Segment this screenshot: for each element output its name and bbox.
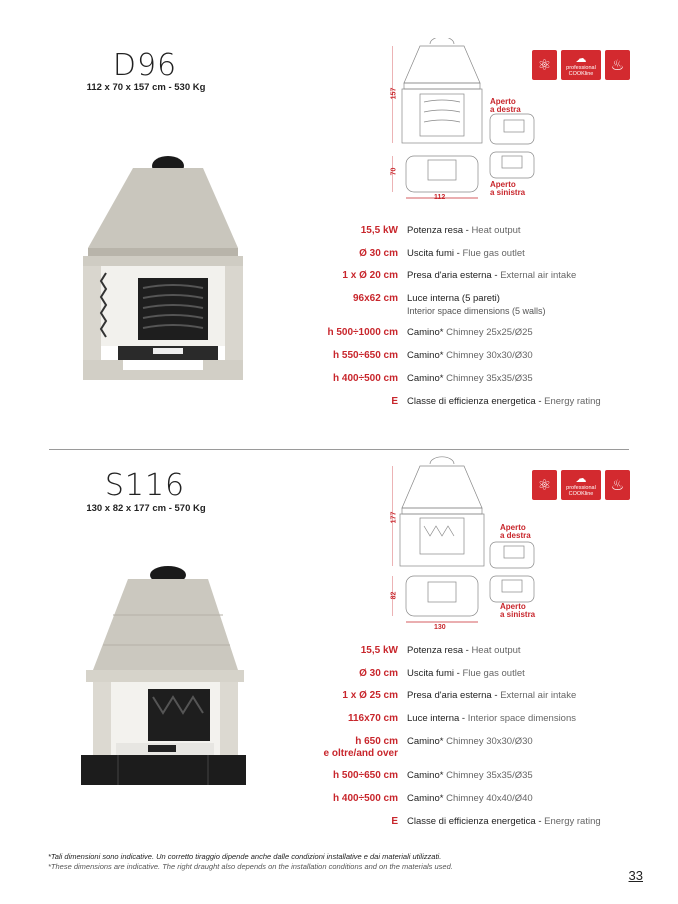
spec-row xyxy=(0,668,678,690)
model-title: S116 xyxy=(104,468,186,503)
spec-description: Potenza resa - Heat output xyxy=(407,645,521,656)
spec-description xyxy=(407,350,533,361)
spec-it: Camino* xyxy=(407,793,444,804)
open-right-drawing xyxy=(488,540,538,570)
spec-row xyxy=(0,770,678,792)
spec-row xyxy=(0,350,678,372)
spec-it: Camino* xyxy=(407,327,444,338)
spec-value: h 500÷1000 cm xyxy=(327,327,398,338)
spec-en: Chimney 40x40/Ø40 xyxy=(446,793,533,804)
heat-icon: ⚛ xyxy=(532,50,557,80)
spec-en: Flue gas outlet xyxy=(462,248,525,259)
spec-value: h 400÷500 cm xyxy=(333,793,398,804)
spec-it: Camino* xyxy=(407,770,444,781)
dimension-depth: 70 xyxy=(390,167,398,176)
spec-it: Classe di efficienza energetica xyxy=(407,396,536,407)
spec-row xyxy=(0,225,678,247)
spec-en: Chimney 35x35/Ø35 xyxy=(446,373,533,384)
cloud-icon: ☁ xyxy=(575,53,587,65)
open-right-label-2: a destra xyxy=(500,531,531,540)
section-divider xyxy=(49,449,629,450)
spec-it: Uscita fumi xyxy=(407,668,454,679)
open-right-label xyxy=(500,524,531,540)
footnote-en: *These dimensions are indicative. The right draught also depends on the installation conditions and on the materials used. xyxy=(48,862,453,871)
spec-value: h 400÷500 cm xyxy=(333,373,398,384)
dimension-height: 157 xyxy=(390,87,398,100)
spec-value: 15,5 kW xyxy=(360,645,398,656)
spec-value: 96x62 cm xyxy=(352,293,398,304)
spec-it: Potenza resa xyxy=(407,225,463,236)
heat-icon: ⚛ xyxy=(532,470,557,500)
spec-en: Interior space dimensions xyxy=(467,713,576,724)
spec-description xyxy=(407,373,533,384)
spec-value: Ø 30 cm xyxy=(359,668,398,679)
spec-en: Heat output xyxy=(471,645,521,656)
spec-description: Presa d'aria esterna - External air intake xyxy=(407,690,577,701)
spec-row xyxy=(0,270,678,292)
spec-value: 1 x Ø 20 cm xyxy=(342,270,398,281)
spec-row xyxy=(0,373,678,395)
spec-row xyxy=(0,690,678,712)
spec-description: Potenza resa - Heat output xyxy=(407,225,521,236)
spec-description xyxy=(407,770,533,781)
open-right-label-1: Aperto xyxy=(490,97,516,106)
cloud-icon: ☁ xyxy=(575,473,587,485)
spec-description: Classe di efficienza energetica - Energy rating xyxy=(407,396,601,407)
technical-drawing xyxy=(392,456,492,636)
spec-it: Camino* xyxy=(407,350,444,361)
model-title: D96 xyxy=(112,48,178,83)
spec-description: Uscita fumi - Flue gas outlet xyxy=(407,248,525,259)
spec-en: Heat output xyxy=(471,225,521,236)
spec-en: Chimney 30x30/Ø30 xyxy=(446,736,533,747)
open-left-drawing xyxy=(488,150,538,180)
dimension-depth: 82 xyxy=(390,591,398,600)
open-left-label-2: a sinistra xyxy=(500,610,536,619)
spec-value xyxy=(324,736,398,760)
spec-row xyxy=(0,793,678,815)
spec-row xyxy=(0,327,678,349)
dimension-width: 130 xyxy=(434,624,446,631)
dimension-width: 112 xyxy=(434,194,446,201)
spec-it: Classe di efficienza energetica xyxy=(407,816,536,827)
spec-en: Chimney 25x25/Ø25 xyxy=(446,327,533,338)
open-left-drawing xyxy=(488,574,538,604)
spec-row xyxy=(0,816,678,838)
model-dimensions: 130 x 82 x 177 cm - 570 Kg xyxy=(86,503,206,514)
badge-text-1: professional xyxy=(566,65,596,71)
open-right-label-1: Aperto xyxy=(500,523,526,532)
professional-cookline-badge xyxy=(561,50,601,80)
spec-row xyxy=(0,248,678,270)
spec-it: Camino* xyxy=(407,373,444,384)
spec-it: Luce interna (5 pareti) xyxy=(407,293,500,304)
badge-text-2: COOKline xyxy=(568,491,594,497)
flame-icon: ♨ xyxy=(605,470,630,500)
open-left-label-1: Aperto xyxy=(500,602,526,611)
feature-badges xyxy=(532,50,630,80)
model-dimensions: 112 x 70 x 157 cm - 530 Kg xyxy=(86,82,206,93)
spec-value: 116x70 cm xyxy=(347,713,398,724)
spec-row xyxy=(0,293,678,315)
spec-it: Camino* xyxy=(407,736,444,747)
spec-sub: Interior space dimensions (5 walls) xyxy=(407,306,546,316)
spec-en: Energy rating xyxy=(544,396,601,407)
spec-it: Potenza resa xyxy=(407,645,463,656)
flame-icon: ♨ xyxy=(605,50,630,80)
badge-text-2: COOKline xyxy=(568,71,594,77)
spec-value: h 550÷650 cm xyxy=(333,350,398,361)
open-left-label xyxy=(500,603,535,619)
open-right-label xyxy=(490,98,521,114)
spec-value: 15,5 kW xyxy=(360,225,398,236)
open-left-label-1: Aperto xyxy=(490,180,516,189)
open-left-label xyxy=(490,181,525,197)
spec-en: External air intake xyxy=(500,270,577,281)
spec-value: Ø 30 cm xyxy=(359,248,398,259)
technical-drawing xyxy=(392,38,492,208)
spec-row xyxy=(0,736,678,766)
page-number: 33 xyxy=(628,868,643,883)
feature-badges xyxy=(532,470,630,500)
spec-en: Chimney 35x35/Ø35 xyxy=(446,770,533,781)
spec-it: Uscita fumi xyxy=(407,248,454,259)
spec-en: Flue gas outlet xyxy=(462,668,525,679)
spec-en: External air intake xyxy=(500,690,577,701)
spec-row xyxy=(0,396,678,418)
spec-value-line-2: e oltre/and over xyxy=(323,748,398,759)
spec-it: Presa d'aria esterna xyxy=(407,690,492,701)
spec-value: 1 x Ø 25 cm xyxy=(342,690,398,701)
spec-description xyxy=(407,793,533,804)
professional-cookline-badge xyxy=(561,470,601,500)
spec-description xyxy=(407,293,546,316)
footnote-it: *Tali dimensioni sono indicative. Un corretto tiraggio dipende anche dalle condizioni installative e dai materiali utilizzati. xyxy=(48,852,442,861)
spec-value: h 500÷650 cm xyxy=(333,770,398,781)
spec-row xyxy=(0,713,678,735)
dimension-height: 177 xyxy=(390,511,398,524)
spec-description: Presa d'aria esterna - External air intake xyxy=(407,270,577,281)
spec-value: E xyxy=(391,816,398,827)
spec-description: Classe di efficienza energetica - Energy rating xyxy=(407,816,601,827)
spec-it: Luce interna xyxy=(407,713,460,724)
spec-description xyxy=(407,736,533,747)
open-right-drawing xyxy=(488,112,538,148)
spec-description: Luce interna - Interior space dimensions xyxy=(407,713,576,724)
open-right-label-2: a destra xyxy=(490,105,521,114)
spec-en: Energy rating xyxy=(544,816,601,827)
spec-description: Uscita fumi - Flue gas outlet xyxy=(407,668,525,679)
spec-it: Presa d'aria esterna xyxy=(407,270,492,281)
spec-value-line-1: h 650 cm xyxy=(355,736,398,747)
spec-row xyxy=(0,645,678,667)
open-left-label-2: a sinistra xyxy=(490,188,526,197)
spec-description xyxy=(407,327,533,338)
spec-value: E xyxy=(391,396,398,407)
spec-en: Chimney 30x30/Ø30 xyxy=(446,350,533,361)
badge-text-1: professional xyxy=(566,485,596,491)
